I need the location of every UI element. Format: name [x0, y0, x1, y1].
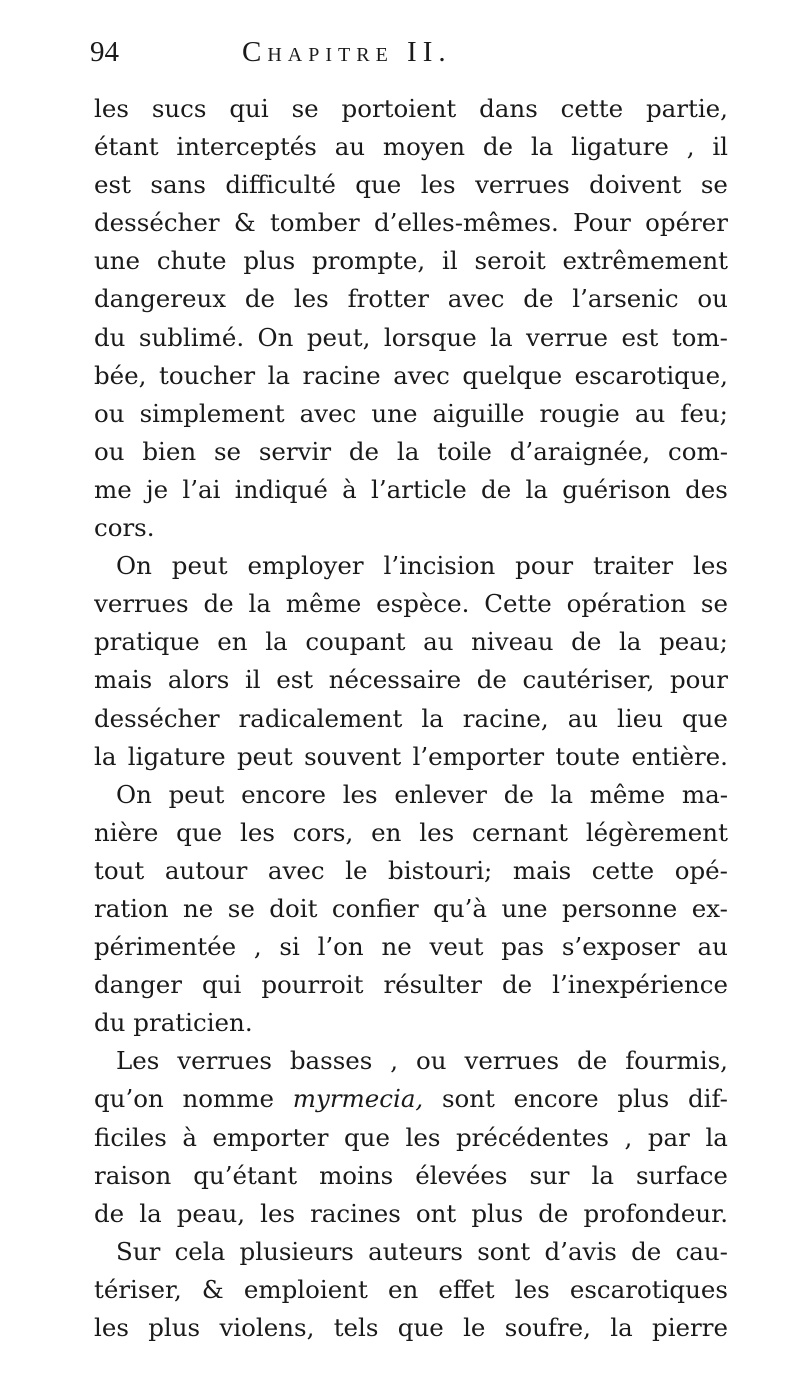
text-word: sont [441, 1084, 495, 1114]
text-word: frotter [347, 284, 429, 314]
text-line [94, 776, 728, 814]
text-word: avec [447, 284, 505, 314]
text-word: plus [471, 1198, 524, 1228]
text-word: il [712, 132, 728, 162]
text-word: pratique [94, 627, 200, 657]
text-word: avec [393, 360, 450, 390]
text-word: personne [562, 893, 678, 923]
text-word: la [530, 132, 554, 162]
text-word: peut [236, 741, 293, 771]
text-line [94, 319, 728, 357]
text-word: guérison [562, 474, 671, 504]
text-word: au [697, 932, 728, 962]
text-word: des [685, 474, 728, 504]
text-word: plus [243, 246, 296, 276]
text-word: dangereux [94, 284, 227, 314]
text-word: nière [94, 817, 159, 847]
text-word: chute [156, 246, 227, 276]
text-word: verrues [94, 589, 189, 619]
text-word: la [610, 1313, 633, 1342]
text-word: soufre, [504, 1313, 591, 1342]
text-word: veut [429, 932, 484, 962]
text-word: les [94, 94, 129, 123]
text-word: doit [269, 893, 318, 923]
text-word: confier [331, 893, 419, 923]
text-word: pour [515, 551, 574, 581]
text-word: au [423, 627, 454, 657]
text-word: cette [560, 94, 624, 123]
text-word: la [396, 436, 420, 466]
text-word: de [348, 436, 380, 466]
text-word: sublimé. [138, 322, 245, 352]
text-word: cela [174, 1236, 226, 1266]
text-word: la [705, 1122, 728, 1152]
text-word: coupant [305, 627, 406, 657]
text-line [94, 1233, 728, 1271]
text-word: les [293, 284, 329, 314]
text-word: ligature [571, 132, 669, 162]
text-word: les [514, 1274, 550, 1304]
text-word: peut, [306, 322, 371, 352]
text-word: de [523, 284, 554, 314]
text-word: les [239, 817, 275, 847]
text-word: la [618, 627, 642, 657]
text-word: effet [438, 1274, 495, 1304]
text-word: se [213, 436, 242, 466]
text-word: avec [267, 855, 325, 885]
text-word: fourmis, [625, 1046, 728, 1076]
text-word: opération [566, 589, 687, 619]
text-word: les [693, 551, 728, 581]
text-word: se [700, 170, 728, 200]
text-word: verrue [526, 322, 609, 352]
text-word: en [217, 627, 248, 657]
text-word: périmentée [94, 932, 237, 962]
text-word: ou [94, 436, 125, 466]
text-word: ou [94, 398, 125, 428]
text-word: opé- [674, 855, 728, 885]
text-word: me [94, 474, 132, 504]
text-word: de [94, 1198, 125, 1228]
text-word: par [647, 1122, 690, 1152]
text-word: de [476, 665, 507, 695]
text-word: Cette [484, 589, 552, 619]
text-word: tomber [269, 208, 360, 238]
text-word: la [490, 322, 513, 352]
text-line [94, 1080, 728, 1118]
text-line [94, 280, 728, 318]
text-word: aiguille [432, 398, 525, 428]
text-line [94, 661, 728, 699]
text-word: l’emporter [412, 741, 545, 771]
text-line [94, 623, 728, 661]
text-word: les [260, 1198, 296, 1228]
text-word: racine [302, 360, 381, 390]
text-word: mais [512, 855, 572, 885]
text-word: le [345, 855, 368, 885]
text-word: cautériser, [522, 665, 655, 695]
text-word: une [371, 398, 418, 428]
text-word: que [397, 1313, 444, 1342]
text-word: de [538, 1198, 569, 1228]
text-word: peut [168, 779, 225, 809]
text-word: encore [513, 1084, 599, 1114]
text-line [94, 242, 728, 280]
text-word: ne [381, 932, 412, 962]
text-word: tom- [671, 322, 728, 352]
text-word: de [244, 284, 276, 314]
text-word: pourroit [261, 970, 364, 1000]
text-word: la [265, 627, 288, 657]
text-word: de [482, 132, 514, 162]
text-word: peut [171, 551, 228, 581]
text-word: indiqué [234, 474, 328, 504]
text-word: Sur [116, 1236, 161, 1266]
text-word: ou [697, 284, 728, 314]
text-word: lieu [617, 703, 663, 733]
text-word: nécessaire [328, 665, 462, 695]
text-word: d’araignée, [509, 436, 651, 466]
text-word: sont [477, 1236, 531, 1266]
text-word: racine, [462, 703, 549, 733]
text-line [94, 814, 728, 852]
text-word: d’avis [544, 1236, 617, 1266]
text-word: si [279, 932, 300, 962]
text-word: qui [202, 970, 242, 1000]
text-word: l’incision [383, 551, 496, 581]
text-word: encore [241, 779, 327, 809]
text-line [94, 852, 728, 890]
text-word: il [442, 246, 458, 276]
text-word: cette [591, 855, 655, 885]
text-word: les [342, 779, 378, 809]
text-word: quelque [462, 360, 563, 390]
text-word: basses [289, 1046, 373, 1076]
text-word: peau, [176, 1198, 246, 1228]
text-word: au [634, 398, 666, 428]
text-word: je [146, 474, 169, 504]
text-word: entière. [631, 741, 728, 771]
text-word: On [116, 551, 152, 581]
text-word: employer [247, 551, 364, 581]
text-word: avec [299, 398, 357, 428]
text-word: emploient [243, 1274, 368, 1304]
text-word: rougie [539, 398, 620, 428]
text-word: escarotique, [574, 360, 728, 390]
text-word: plus [148, 1313, 201, 1342]
text-word: il [244, 665, 261, 695]
text-word: que [176, 817, 223, 847]
text-word: verrues [475, 170, 570, 200]
text-word: interceptés [176, 132, 317, 162]
text-word: dans [479, 94, 538, 123]
text-word: même [589, 779, 666, 809]
text-line [94, 128, 728, 166]
text-word: de [501, 970, 533, 1000]
text-word: difficulté [225, 170, 336, 200]
text-word: ex- [691, 893, 728, 923]
text-line [94, 90, 728, 128]
text-word: de [577, 1046, 608, 1076]
text-word: ou [416, 1046, 447, 1076]
text-word: les [420, 170, 456, 200]
text-line [94, 1119, 728, 1157]
text-line [94, 395, 728, 433]
text-line [94, 890, 728, 928]
text-word: est [621, 322, 659, 352]
text-word: est [94, 170, 131, 200]
text-word: cau- [675, 1236, 728, 1266]
text-word: de [631, 1236, 662, 1266]
text-word: alors [167, 665, 230, 695]
text-word: sans [150, 170, 206, 200]
text-word: verrues [464, 1046, 560, 1076]
text-word: étant [94, 132, 159, 162]
text-word: violens, [219, 1313, 315, 1342]
text-line [94, 585, 728, 623]
text-word: On [116, 779, 152, 809]
text-word: précédentes [455, 1122, 609, 1152]
text-word: se [227, 893, 255, 923]
text-word: qu’on [94, 1084, 164, 1114]
text-word: les [94, 1313, 129, 1342]
text-line [94, 509, 728, 547]
text-word: pierre [652, 1313, 728, 1342]
text-word: tout [94, 855, 145, 885]
text-word: prompte, [312, 246, 426, 276]
text-word: la [94, 741, 117, 771]
text-word: dessécher [94, 703, 220, 733]
text-word: dessécher [94, 208, 220, 238]
text-word: est [276, 665, 314, 695]
text-word: l’on [317, 932, 364, 962]
text-word: servir [258, 436, 332, 466]
text-word: la [248, 589, 271, 619]
text-word: plusieurs [239, 1236, 354, 1266]
text-word: simplement [139, 398, 285, 428]
text-word: cors, [292, 817, 354, 847]
text-word: de [503, 779, 534, 809]
text-word: autour [164, 855, 248, 885]
text-word: l’arsenic [572, 284, 679, 314]
text-word: extrêmement [562, 246, 728, 276]
text-word: la [525, 474, 548, 504]
text-word: tériser, [94, 1274, 182, 1304]
text-word: espèce. [376, 589, 470, 619]
text-word: plus [617, 1084, 670, 1114]
text-word: partie, [645, 94, 728, 123]
text-word: à [182, 1122, 197, 1152]
text-line [94, 471, 728, 509]
text-word: en [387, 1274, 419, 1304]
text-line [94, 738, 728, 776]
text-word: de [203, 589, 234, 619]
text-word: toucher [158, 360, 256, 390]
text-word: traiter [593, 551, 674, 581]
text-line [94, 1004, 728, 1042]
text-line [94, 1271, 728, 1309]
text-word: ligature [127, 741, 226, 771]
text-word: dif- [687, 1084, 728, 1114]
text-word: moins [319, 1160, 394, 1190]
text-word: ma- [681, 779, 728, 809]
text-word: les [419, 817, 455, 847]
text-word: mais [94, 665, 153, 695]
text-word: seroit [474, 246, 546, 276]
text-word: peau; [659, 627, 728, 657]
text-word: praticien. [133, 1008, 253, 1038]
text-word: d’elles-mêmes. [373, 208, 559, 238]
text-word: lorsque [383, 322, 477, 352]
text-line [94, 433, 728, 471]
text-line [94, 966, 728, 1004]
text-word: la [550, 779, 574, 809]
text-word: la [267, 360, 291, 390]
text-word: une [501, 893, 548, 923]
text-word: bien [142, 436, 197, 466]
text-line [94, 547, 728, 585]
chapter-title: Chapitre II. [242, 36, 452, 68]
running-header [90, 36, 730, 76]
text-word: auteurs [368, 1236, 463, 1266]
text-word: surface [635, 1160, 728, 1190]
text-word: pour [669, 665, 728, 695]
text-word: sur [529, 1160, 570, 1190]
text-line [94, 1195, 728, 1233]
text-word: légèrement [585, 817, 728, 847]
body-text [94, 90, 728, 1347]
text-word: , [253, 932, 262, 962]
text-line [94, 1309, 728, 1347]
text-word: verrues [177, 1046, 272, 1076]
text-word: & [233, 208, 256, 238]
text-word: les [405, 1122, 441, 1152]
text-word: , [624, 1122, 633, 1152]
text-word: tels [333, 1313, 379, 1342]
text-word: le [463, 1313, 486, 1342]
text-word: Pour [573, 208, 631, 238]
text-word: ficiles [94, 1122, 167, 1152]
text-word: nomme [182, 1084, 275, 1114]
text-word: la [421, 703, 444, 733]
text-word: sucs [151, 94, 207, 123]
text-word: doivent [589, 170, 682, 200]
text-word: opérer [645, 208, 728, 238]
text-line [94, 1042, 728, 1080]
text-word: même [285, 589, 362, 619]
text-word: au [334, 132, 366, 162]
text-word: que [344, 1122, 390, 1152]
text-word: danger [94, 970, 182, 1000]
text-word: en [371, 817, 402, 847]
text-word: résulter [383, 970, 482, 1000]
text-word: Les [116, 1046, 160, 1076]
text-word: au [567, 703, 599, 733]
text-word: racines [310, 1198, 401, 1228]
text-word: l’article [371, 474, 467, 504]
text-word: myrmecia, [292, 1084, 424, 1114]
text-word: & [201, 1274, 224, 1304]
text-word: ne [183, 893, 214, 923]
text-line [94, 204, 728, 242]
page-number: 94 [90, 36, 119, 68]
text-line [94, 1157, 728, 1195]
text-word: , [686, 132, 695, 162]
text-word: moyen [382, 132, 466, 162]
text-word: du [94, 322, 126, 352]
text-word: raison [94, 1160, 172, 1190]
text-word: la [591, 1160, 614, 1190]
text-word: On [257, 322, 294, 352]
text-word: souvent [304, 741, 402, 771]
text-line [94, 700, 728, 738]
text-word: qu’à [433, 893, 488, 923]
text-word: l’inexpérience [552, 970, 728, 1000]
text-word: enlever [394, 779, 487, 809]
text-word: escarotiques [569, 1274, 728, 1304]
text-line [94, 357, 728, 395]
text-word: toile [437, 436, 492, 466]
text-word: l’ai [182, 474, 221, 504]
text-word: ration [94, 893, 169, 923]
text-word: ont [415, 1198, 457, 1228]
text-word: de [571, 627, 602, 657]
text-word: s’exposer [561, 932, 680, 962]
text-word: se [291, 94, 319, 123]
text-word: la [139, 1198, 162, 1228]
text-word: com- [668, 436, 728, 466]
text-word: élevées [415, 1160, 508, 1190]
text-word: que [681, 703, 728, 733]
text-word: emporter [212, 1122, 329, 1152]
text-word: à [342, 474, 357, 504]
text-word: du [94, 1008, 126, 1038]
text-word: qu’étant [193, 1160, 298, 1190]
text-word: pas [501, 932, 545, 962]
text-word: une [94, 246, 141, 276]
text-word: niveau [471, 627, 554, 657]
text-word: bée, [94, 360, 147, 390]
text-word: radicalement [238, 703, 403, 733]
text-word: profondeur. [583, 1198, 728, 1228]
text-word: portoient [341, 94, 457, 123]
text-word: cernant [472, 817, 568, 847]
text-line [94, 928, 728, 966]
text-word: de [481, 474, 512, 504]
text-word: qui [229, 94, 269, 123]
text-line [94, 166, 728, 204]
text-word: , [390, 1046, 399, 1076]
text-word: feu; [680, 398, 728, 428]
text-word: bistouri; [388, 855, 493, 885]
text-word: cors. [94, 513, 155, 543]
text-word: que [355, 170, 402, 200]
text-word: toute [555, 741, 621, 771]
text-word: se [700, 589, 728, 619]
